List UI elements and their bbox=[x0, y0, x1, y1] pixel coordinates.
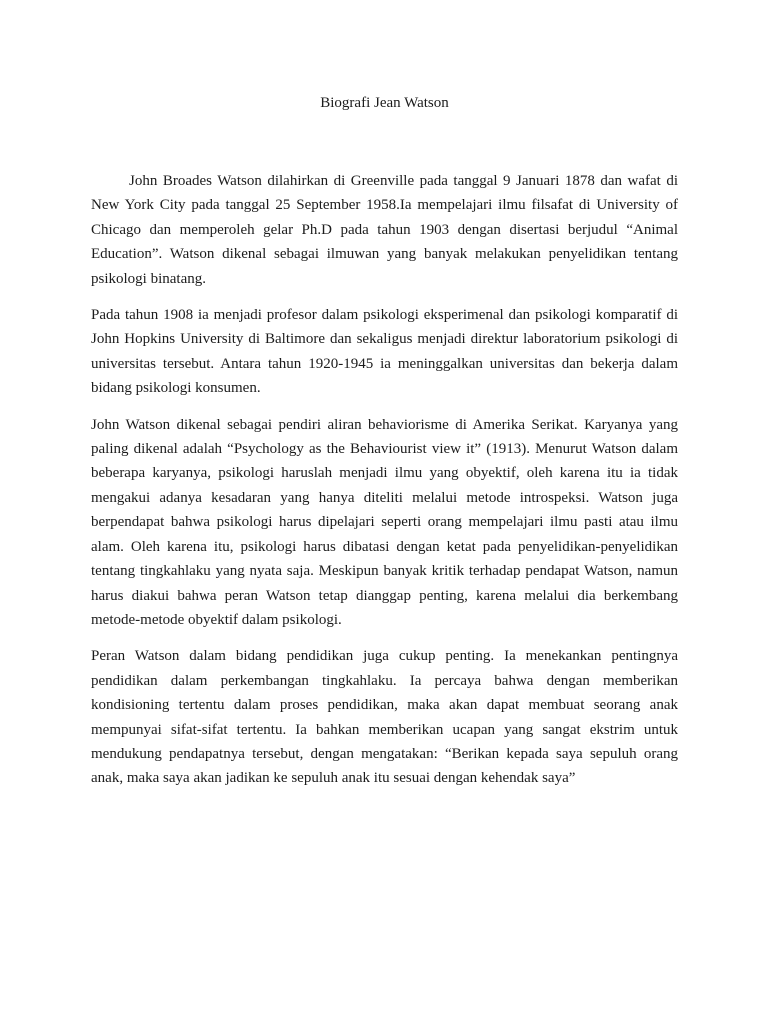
paragraph-2: Pada tahun 1908 ia menjadi profesor dalam psikologi eksperimenal dan psikologi komparatif di John Hopkins University di Baltimore dan sekaligus menjadi direktur laboratorium psikologi di universitas tersebut. Antara tahun 1920-1945 ia meninggalkan universitas dan bekerja dalam bidang psikologi konsumen. bbox=[91, 307, 678, 397]
document-body bbox=[91, 91, 678, 791]
paragraph-4: Peran Watson dalam bidang pendidikan juga cukup penting. Ia menekankan pentingnya pendidikan dalam perkembangan tingkahlaku. Ia percaya bahwa dengan memberikan kondisioning tertentu dalam proses pendidikan, maka akan dapat membuat seorang anak mempunyai sifat-sifat tertentu. Ia bahkan memberikan ucapan yang sangat ekstrim untuk mendukung pendapatnya tersebut, dengan mengatakan: “Berikan kepada saya sepuluh orang anak, maka saya akan jadikan ke sepuluh anak itu sesuai dengan kehendak saya” bbox=[91, 648, 678, 787]
paragraph-1: John Broades Watson dilahirkan di Greenville pada tanggal 9 Januari 1878 dan wafat di New York City pada tanggal 25 September 1958.Ia mempelajari ilmu filsafat di University of Chicago dan memperoleh gelar Ph.D pada tahun 1903 dengan disertasi berjudul “Animal Education”. Watson dikenal sebagai ilmuwan yang banyak melakukan penyelidikan tentang psikologi binatang. bbox=[91, 173, 678, 287]
document-title: Biografi Jean Watson bbox=[320, 95, 449, 111]
paragraph-3: John Watson dikenal sebagai pendiri aliran behaviorisme di Amerika Serikat. Karyanya yang paling dikenal adalah “Psychology as the Behaviourist view it” (1913). Menurut Watson dalam beberapa karyanya, psikologi haruslah menjadi ilmu yang obyektif, oleh karena itu ia tidak mengakui adanya kesadaran yang hanya diteliti melalui metode introspeksi. Watson juga berpendapat bahwa psikologi harus dipelajari seperti orang mempelajari ilmu pasti atau ilmu alam. Oleh karena itu, psikologi harus dibatasi dengan ketat pada penyelidikan-penyelidikan tentang tingkahlaku yang nyata saja. Meskipun banyak kritik terhadap pendapat Watson, namun harus diakui bahwa peran Watson tetap dianggap penting, karena melalui dia berkembang metode-metode obyektif dalam psikologi. bbox=[91, 416, 678, 628]
